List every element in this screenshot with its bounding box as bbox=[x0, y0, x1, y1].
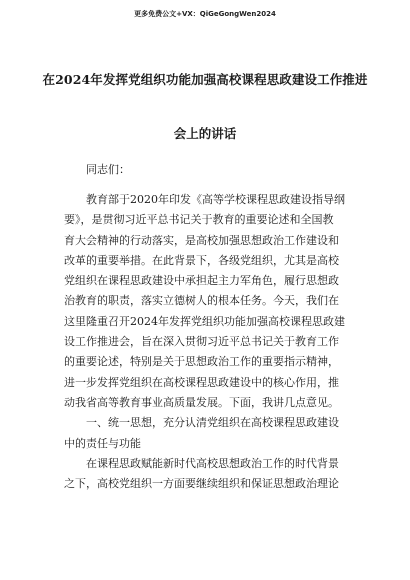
greeting-line: 同志们： bbox=[86, 163, 130, 176]
section-heading-line: 一、统一思想，充分认清党组织在高校课程思政建设 bbox=[86, 416, 339, 430]
body-line: 教育部于2020年印发《高等学校课程思政建设指导纲 bbox=[86, 193, 345, 206]
body-line: 的重要论述，特别是关于思想政治工作的重要指示精神， bbox=[64, 355, 339, 369]
body-line: 治教育的职责，落实立德树人的根本任务。今天，我们在 bbox=[64, 294, 339, 308]
section-heading-line: 中的责任与功能 bbox=[64, 436, 141, 450]
body-line: 要》，是贯彻习近平总书记关于教育的重要论述和全国教 bbox=[64, 213, 334, 227]
body-line: 动我省高等教育事业高质量发展。下面，我讲几点意见。 bbox=[64, 395, 339, 409]
greeting bbox=[64, 160, 348, 180]
body-line: 设工作推进会，旨在深入贯彻习近平总书记关于教育工作 bbox=[64, 335, 339, 349]
body-line: 育大会精神的行动落实，是高校加强思想政治工作建设和 bbox=[64, 233, 339, 247]
body-line: 党组织在课程思政建设中承担起主力军角色，履行思想政 bbox=[64, 274, 339, 288]
body-line: 在课程思政赋能新时代高校思想政治工作的时代背景 bbox=[86, 456, 339, 470]
body-line: 改革的重要举措。在此背景下，各级党组织，尤其是高校 bbox=[64, 253, 339, 267]
body-line: 这里隆重召开2024年发挥党组织功能加强高校课程思政建 bbox=[64, 314, 345, 328]
document-subtitle: 会上的讲话 bbox=[173, 126, 237, 141]
body-line: 之下，高校党组织一方面要继续组织和保证思想政治理论 bbox=[64, 477, 339, 491]
body-paragraphs bbox=[64, 190, 348, 494]
header-note: 更多免费公文+VX：QiGeGongWen2024 bbox=[134, 10, 276, 18]
body-line: 进一步发挥党组织在高校课程思政建设中的核心作用，推 bbox=[64, 375, 339, 389]
document-title: 在2024年发挥党组织功能加强高校课程思政建设工作推进 bbox=[42, 72, 368, 87]
